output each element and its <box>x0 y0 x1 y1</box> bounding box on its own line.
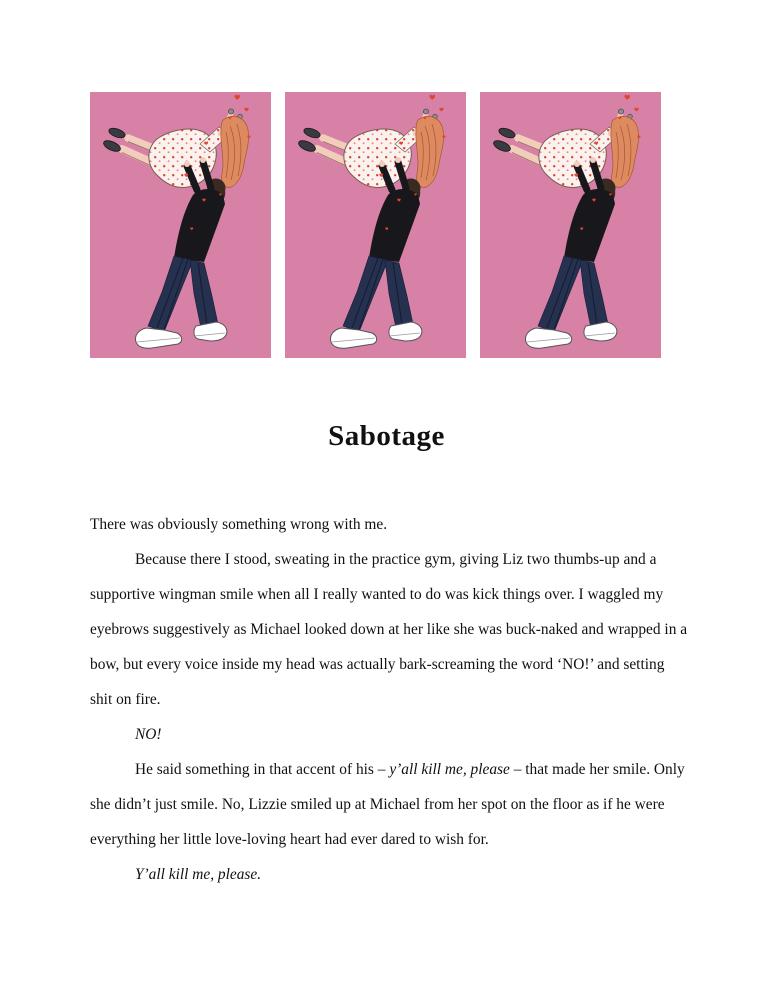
body-segment: shit on fire. <box>90 691 161 708</box>
couple-lift-illustration-svg <box>285 92 466 358</box>
body-segment-italic: Y’all kill me, please. <box>135 866 262 883</box>
body-line-3 <box>90 577 690 612</box>
body-line-5 <box>90 647 690 682</box>
body-line-6 <box>90 682 690 717</box>
body-segment-italic: y’all kill me, please <box>389 761 510 778</box>
body-line-9 <box>90 787 690 822</box>
couple-lift-illustration-1 <box>90 92 271 358</box>
body-segment: There was obviously something wrong with me. <box>90 516 388 533</box>
couple-lift-illustration-svg <box>480 92 661 358</box>
body-segment: everything her little love-loving heart had ever dared to wish for. <box>90 831 489 848</box>
body-segment: she didn’t just smile. No, Lizzie smiled up at Michael from her spot on the floor as if he were <box>90 796 665 813</box>
body-line-2 <box>90 542 690 577</box>
body-text <box>90 507 690 892</box>
body-segment: Because there I stood, sweating in the practice gym, giving Liz two thumbs-up and a <box>135 551 657 568</box>
body-line-10 <box>90 822 690 857</box>
body-segment-italic: NO! <box>135 726 162 743</box>
body-line-11 <box>90 857 690 892</box>
body-line-4 <box>90 612 690 647</box>
body-line-7 <box>90 717 690 752</box>
body-segment: bow, but every voice inside my head was actually bark-screaming the word ‘NO!’ and setting <box>90 656 665 673</box>
couple-lift-illustration-svg <box>90 92 271 358</box>
body-line-1 <box>90 507 690 542</box>
body-segment: supportive wingman smile when all I really wanted to do was kick things over. I waggled my <box>90 586 664 603</box>
body-segment: He said something in that accent of his – <box>135 761 390 778</box>
body-segment: – that made her smile. Only <box>509 761 685 778</box>
couple-lift-illustration-2 <box>285 92 466 358</box>
couple-lift-illustration-3 <box>480 92 661 358</box>
body-segment: eyebrows suggestively as Michael looked down at her like she was buck-naked and wrapped in a <box>90 621 688 638</box>
chapter-title: Sabotage <box>328 420 445 453</box>
header-illustrations-row <box>90 92 661 358</box>
body-line-8 <box>90 752 690 787</box>
